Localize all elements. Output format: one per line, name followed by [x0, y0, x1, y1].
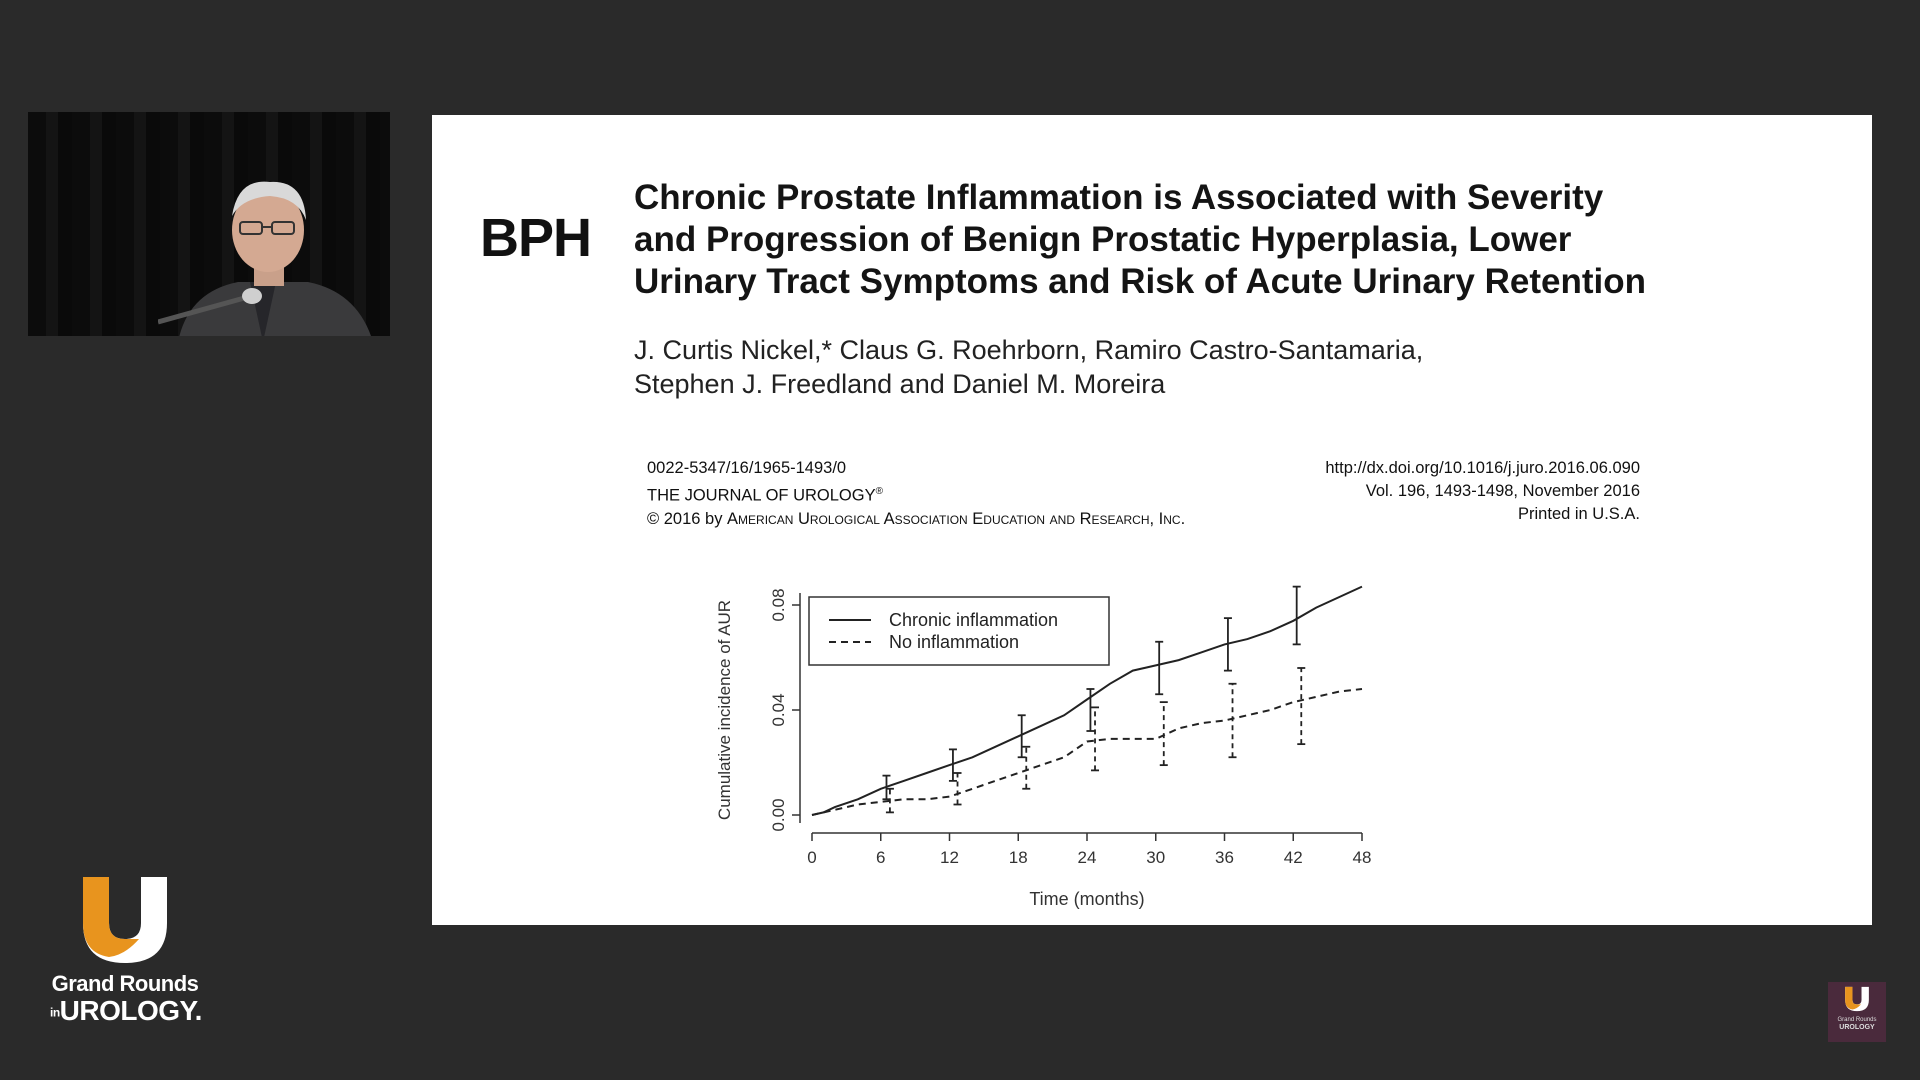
article-authors — [634, 333, 1634, 401]
speaker-figure — [158, 172, 388, 336]
publisher-name: American Urological Association Education and Research, Inc. — [727, 509, 1186, 528]
x-tick-label: 6 — [876, 848, 886, 867]
journal-name: THE JOURNAL OF UROLOGY — [647, 486, 876, 505]
aur-incidence-chart — [692, 565, 1412, 915]
speaker-video — [28, 112, 390, 336]
volume-info: Vol. 196, 1493-1498, November 2016 — [1365, 482, 1640, 500]
x-axis-label: Time (months) — [1029, 889, 1145, 909]
registered-mark: ® — [875, 486, 883, 497]
x-tick-label: 0 — [807, 848, 817, 867]
u-logo-icon — [79, 875, 171, 965]
x-tick-label: 30 — [1146, 848, 1166, 867]
brand-line-2 — [50, 995, 200, 1027]
x-tick-label: 24 — [1077, 848, 1097, 867]
series-line — [812, 689, 1362, 815]
mini-brand-logo — [1828, 982, 1886, 1042]
y-axis-label: Cumulative incidence of AUR — [715, 599, 734, 821]
printed-info: Printed in U.S.A. — [1518, 505, 1640, 523]
x-tick-label: 42 — [1283, 848, 1303, 867]
x-tick-label: 36 — [1215, 848, 1234, 867]
x-tick-label: 12 — [940, 848, 959, 867]
mini-brand-line-2: UROLOGY — [1839, 1024, 1875, 1031]
copyright-prefix: © 2016 by — [647, 509, 728, 528]
y-tick-label: 0.08 — [769, 588, 788, 622]
authors-line: J. Curtis Nickel,* Claus G. Roehrborn, Ramiro Castro-Santamaria, — [634, 335, 1424, 365]
copyright-line — [647, 508, 1185, 531]
slide-tag: BPH — [480, 208, 592, 268]
article-title — [634, 177, 1784, 303]
y-tick-label: 0.00 — [769, 798, 788, 832]
legend-label: No inflammation — [889, 632, 1020, 652]
title-line: Urinary Tract Symptoms and Risk of Acute Urinary Retention — [634, 262, 1646, 301]
article-code: 0022-5347/16/1965-1493/0 — [647, 459, 847, 477]
y-tick-label: 0.04 — [769, 693, 788, 727]
mini-brand-line-1: Grand Rounds — [1837, 1017, 1877, 1023]
chart-legend — [809, 597, 1109, 665]
grand-rounds-logo — [50, 875, 200, 1035]
title-line: and Progression of Benign Prostatic Hyperplasia, Lower — [634, 220, 1572, 259]
presentation-slide — [432, 115, 1872, 925]
x-tick-label: 48 — [1352, 848, 1372, 867]
title-line: Chronic Prostate Inflammation is Associated with Severity — [634, 178, 1604, 217]
citation-right — [1325, 457, 1640, 526]
journal-line — [647, 480, 1185, 508]
doi-link: http://dx.doi.org/10.1016/j.juro.2016.06.090 — [1325, 459, 1640, 477]
x-tick-label: 18 — [1008, 848, 1028, 867]
legend-label: Chronic inflammation — [889, 610, 1059, 630]
brand-line-1: Grand Rounds — [51, 971, 199, 996]
authors-line: Stephen J. Freedland and Daniel M. Moreira — [634, 369, 1166, 399]
citation-left — [647, 457, 1185, 531]
brand-in: in — [50, 1005, 60, 1020]
mini-u-icon — [1844, 986, 1870, 1012]
brand-urology: UROLOGY. — [59, 995, 202, 1026]
